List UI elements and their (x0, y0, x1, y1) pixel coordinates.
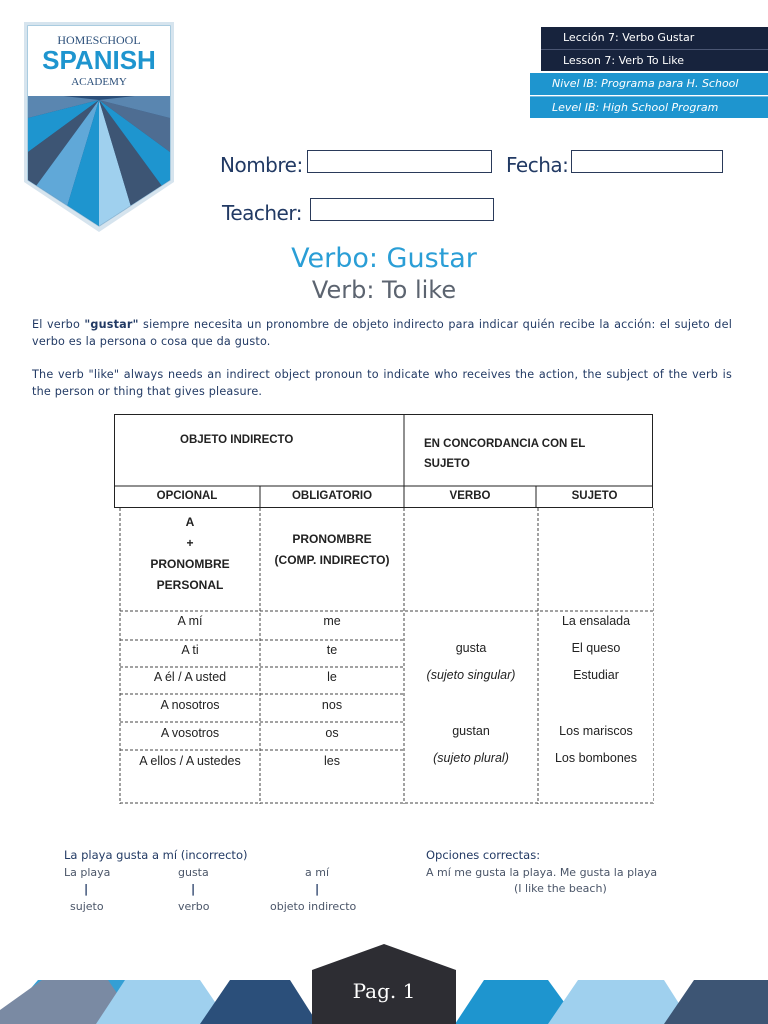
obligatorio-cell: os (325, 726, 339, 740)
col-obligatorio: OBLIGATORIO (291, 490, 373, 502)
intro-paragraph-es (32, 316, 732, 350)
verbo-plural: gustan (452, 724, 490, 738)
obligatorio-cell: nos (321, 698, 343, 712)
para-es-before: El verbo (32, 318, 85, 331)
col-opcional: OPCIONAL (156, 490, 218, 502)
school-logo (20, 22, 178, 232)
opcional-cell: A ellos / A ustedes (139, 754, 241, 768)
obligatorio-desc-line: (COMP. INDIRECTO) (274, 553, 390, 567)
opcional-cell: A él / A usted (153, 670, 227, 684)
opcional-cell: A nosotros (160, 698, 220, 712)
label-sujeto: sujeto (70, 900, 104, 913)
obligatorio-desc-line: PRONOMBRE (292, 532, 372, 546)
para-es-after: siempre necesita un pronombre de objeto indirecto para indicar quién recibe la acción: el sujeto del verbo es la persona o cosa que da gusto. (32, 318, 733, 348)
label-verbo: verbo (178, 900, 210, 913)
label-objeto-indirecto: objeto indirecto (270, 900, 357, 913)
page-number: Pag. 1 (352, 979, 416, 1003)
obligatorio-cell: te (326, 643, 338, 657)
opcional-desc-line: PERSONAL (156, 578, 224, 592)
level-label-es: Nivel IB: Programa para H. School (530, 73, 768, 95)
para-es-keyword: "gustar" (84, 318, 139, 331)
opcional-desc-line: PRONOMBRE (150, 557, 230, 571)
obligatorio-cell: le (327, 670, 337, 684)
verbo-plural-note: (sujeto plural) (433, 751, 509, 765)
example-incorrect: La playa gusta a mí (incorrecto) (64, 848, 248, 862)
opcional-desc-line: + (186, 536, 194, 550)
logo-line2: SPANISH (42, 45, 156, 75)
sujeto-cell: Los mariscos (559, 724, 633, 738)
obligatorio-cell: les (324, 754, 340, 768)
teacher-field[interactable] (310, 198, 494, 221)
opcional-cell: A vosotros (160, 726, 220, 740)
obligatorio-cell: me (323, 614, 341, 628)
col-sujeto: SUJETO (571, 490, 618, 502)
nombre-field[interactable] (307, 150, 492, 173)
header-concordancia (424, 434, 585, 474)
obligatorio-description (260, 529, 404, 571)
example-part-verbo: gusta (178, 866, 209, 879)
grammar-table (114, 414, 654, 804)
col-verbo: VERBO (449, 490, 491, 502)
fecha-label: Fecha: (506, 153, 569, 177)
sujeto-cell: El queso (571, 641, 621, 655)
opcional-description (120, 512, 260, 596)
intro-paragraph-en: The verb "like" always needs an indirect object pronoun to indicate who receives the action, the subject of the verb is the person or thing that gives pleasure. (32, 368, 732, 398)
level-label-en: Level IB: High School Program (530, 96, 768, 118)
page-title-en: Verb: To like (311, 276, 457, 304)
logo-line3: ACADEMY (71, 76, 127, 88)
header-objeto-indirecto: OBJETO INDIRECTO (180, 434, 294, 446)
opcional-cell: A ti (181, 643, 199, 657)
verbo-singular-note: (sujeto singular) (426, 668, 516, 682)
logo-line1: HOMESCHOOL (57, 33, 141, 47)
example-part-objeto: a mí (305, 866, 330, 879)
correct-options-title: Opciones correctas: (426, 848, 541, 862)
header-concordancia-line1: EN CONCORDANCIA CON EL (424, 438, 586, 450)
teacher-label: Teacher: (222, 201, 302, 225)
lesson-label-en: Lesson 7: Verb To Like (541, 49, 768, 71)
translation-note: (I like the beach) (514, 882, 607, 895)
page-title-es: Verbo: Gustar (291, 243, 477, 274)
lesson-label-es: Lección 7: Verbo Gustar (541, 27, 768, 49)
opcional-desc-line: A (185, 515, 195, 529)
nombre-label: Nombre: (220, 153, 303, 177)
connector-bar: | (315, 882, 320, 896)
connector-bar: | (191, 882, 196, 896)
page-footer (0, 940, 768, 1024)
sujeto-cell: La ensalada (561, 614, 631, 628)
header-concordancia-line2: SUJETO (424, 458, 470, 470)
example-part-sujeto: La playa (64, 866, 111, 879)
connector-bar: | (84, 882, 89, 896)
verbo-singular: gusta (455, 641, 487, 655)
sujeto-cell: Estudiar (573, 668, 619, 682)
correct-options-line: A mí me gusta la playa. Me gusta la playa (426, 866, 658, 879)
sujeto-cell: Los bombones (554, 751, 637, 765)
fecha-field[interactable] (571, 150, 723, 173)
opcional-cell: A mí (177, 614, 203, 628)
